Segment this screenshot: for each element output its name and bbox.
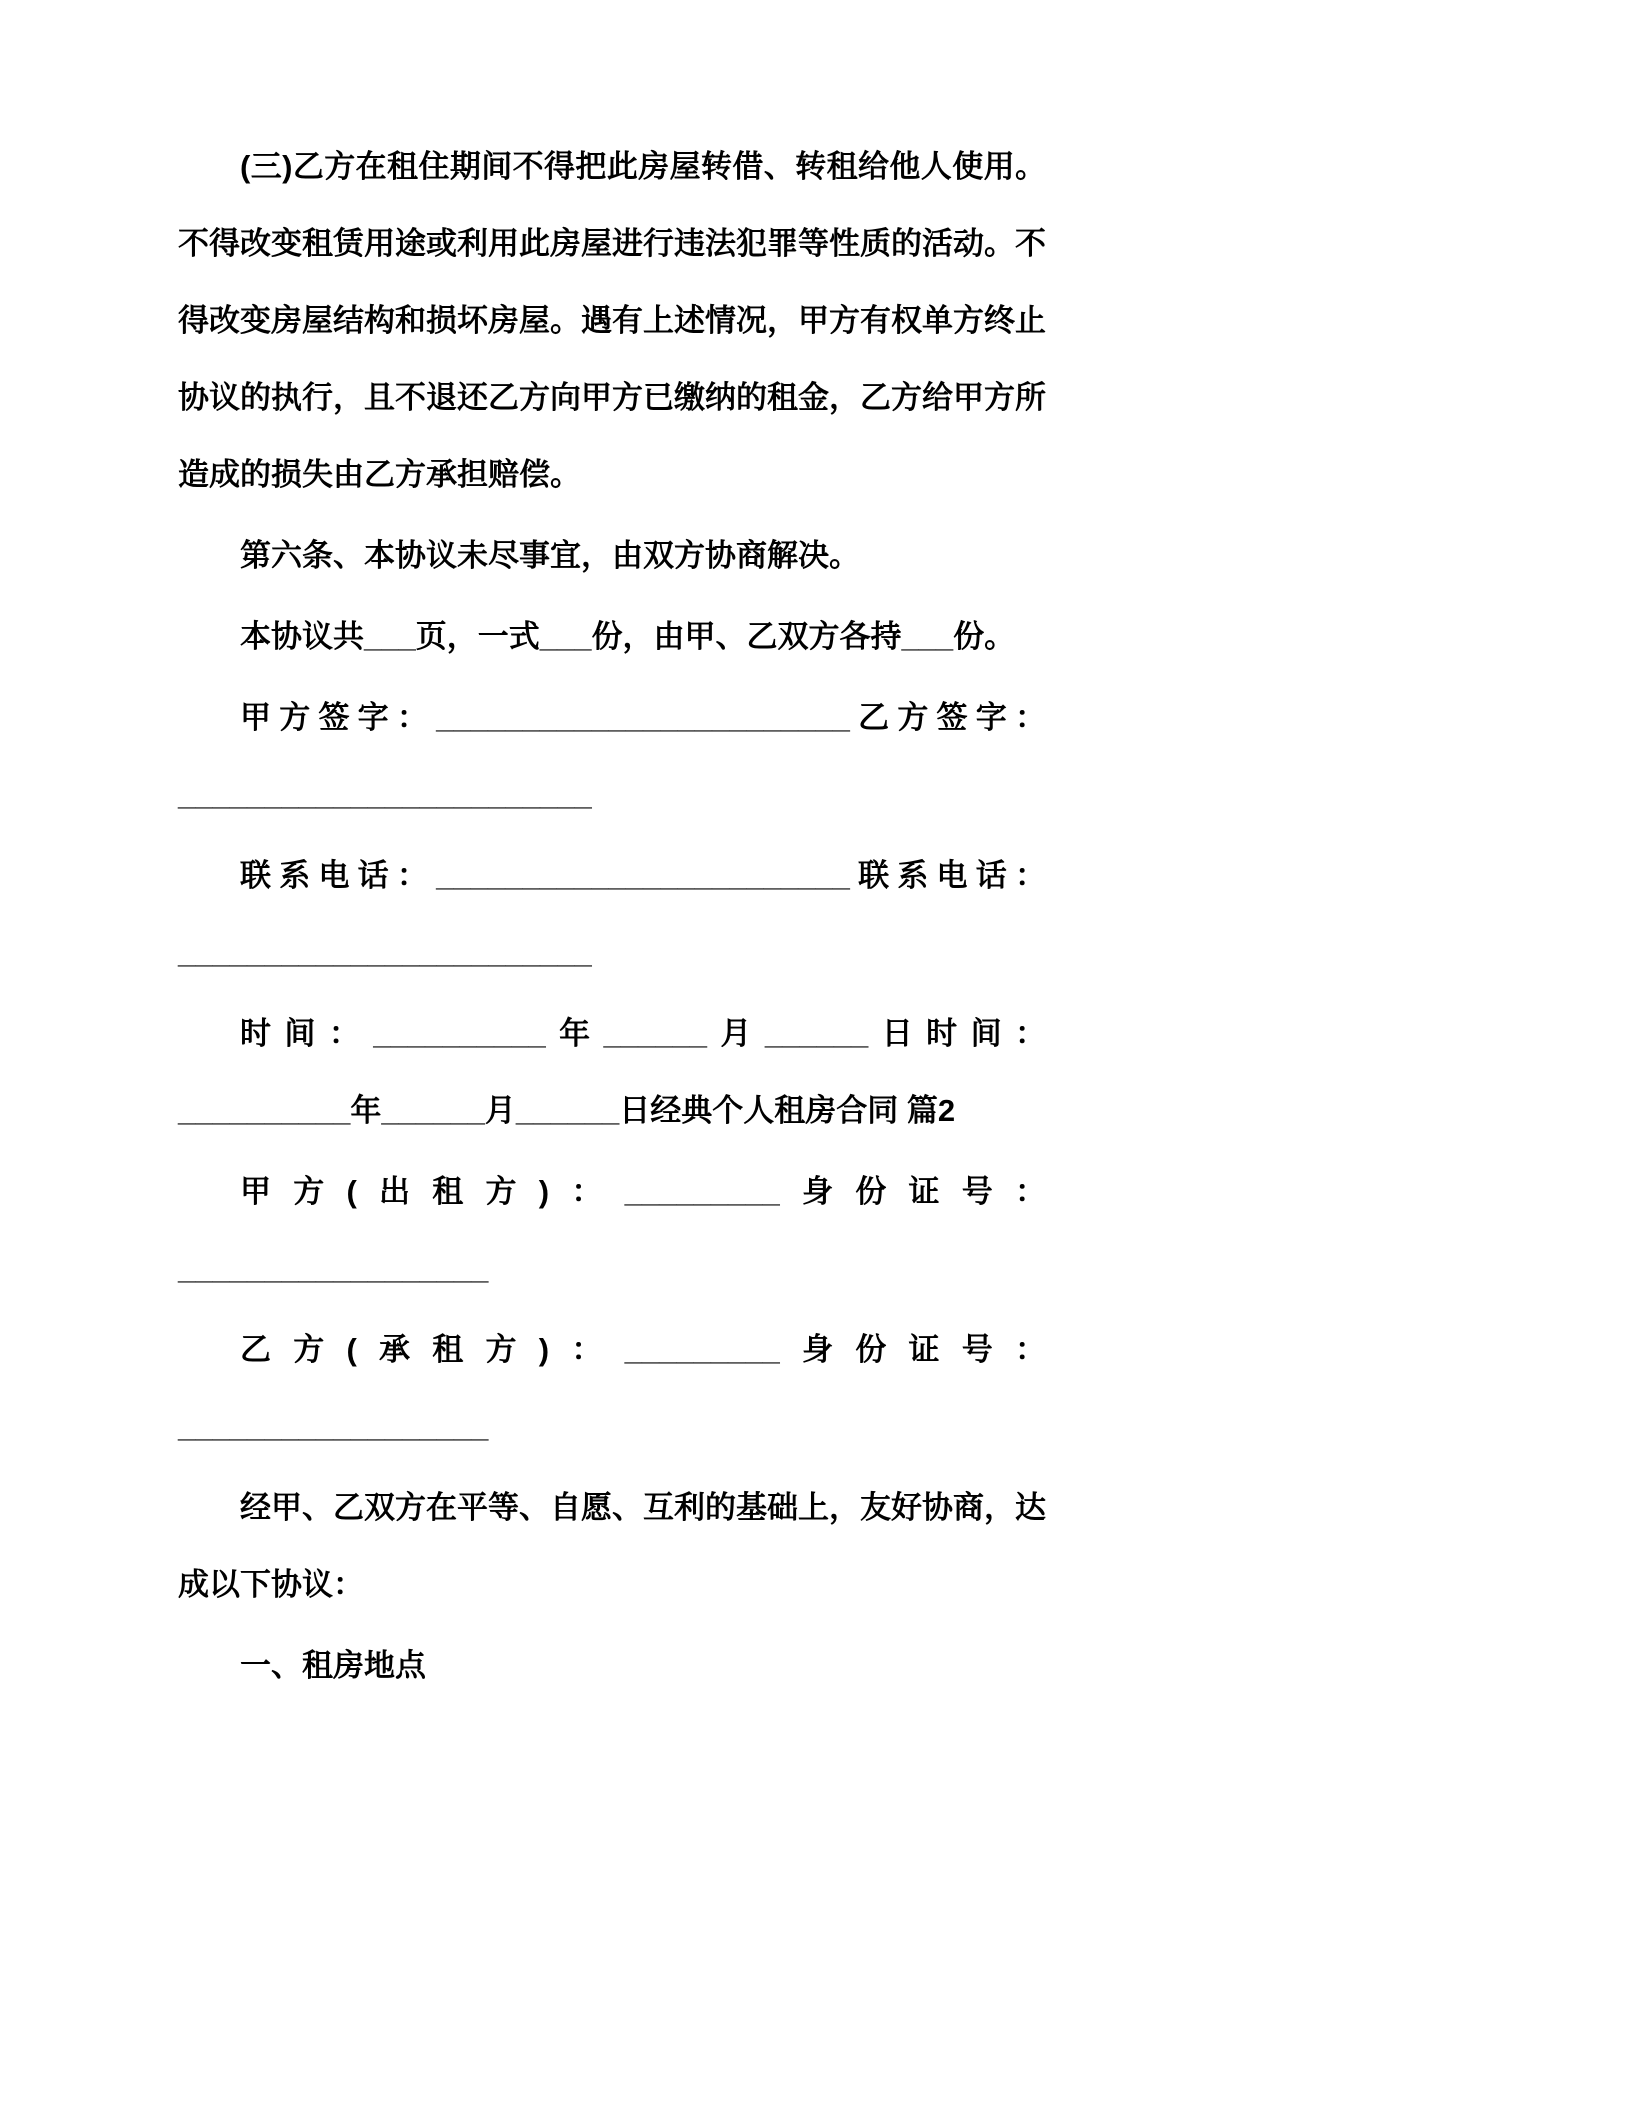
paragraph: 第六条、本协议未尽事宜，由双方协商解决。 [240,538,860,573]
paragraph: 经甲、乙双方在平等、自愿、互利的基础上，友好协商，达成以下协议： [178,1490,1046,1602]
document-content [178,128,1046,1708]
paragraph: 本协议共___页，一式___份，由甲、乙双方各持___份。 [240,619,1016,654]
paragraph: 一、租房地点 [240,1648,426,1683]
paragraph: 甲方(出租方)：_________身份证号：__________________ [178,1174,1046,1286]
paragraph: (三)乙方在租住期间不得把此房屋转借、转租给他人使用。不得改变租赁用途或利用此房屋进行违法犯罪等性质的活动。不得改变房屋结构和损坏房屋。遇有上述情况，甲方有权单方终止协议的执行，且不退还乙方向甲方已缴纳的租金，乙方给甲方所造成的损失由乙方承担赔偿。 [178,149,1046,492]
paragraph: 甲方签字：________________________乙方签字：________________________ [178,700,1046,812]
paragraph: 联系电话：________________________联系电话：________________________ [178,858,1046,970]
paragraph: 时间：__________年______月______日时间：__________年______月______日经典个人租房合同 篇2 [178,1016,1046,1128]
paragraph: 乙方(承租方)：_________身份证号：__________________ [178,1332,1046,1444]
